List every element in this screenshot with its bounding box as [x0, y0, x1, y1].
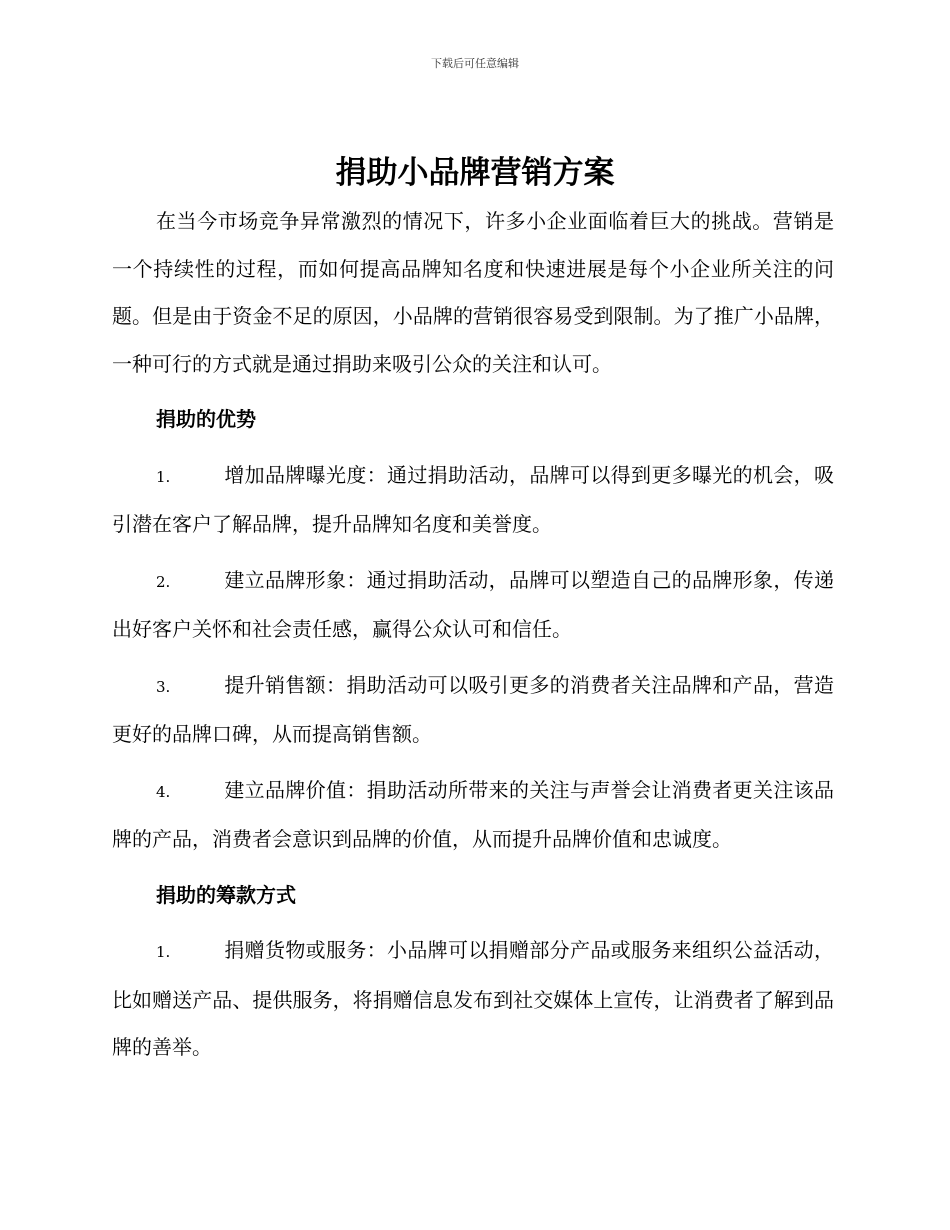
list-item — [112, 927, 834, 1072]
list-item-number: 4. — [156, 782, 171, 801]
list-item-number: 3. — [156, 677, 171, 696]
document-body — [112, 198, 834, 1072]
list-item — [112, 767, 834, 864]
list-item-number: 1. — [156, 943, 171, 961]
list-item — [112, 662, 834, 759]
document-title: 捐助小品牌营销方案 — [335, 155, 615, 191]
list-item — [112, 452, 834, 549]
list-item — [112, 557, 834, 654]
list-item-text: 建立品牌价值：捐助活动所带来的关注与声誉会让消费者更关注该品牌的产品，消费者会意识到品牌的价值，从而提升品牌价值和忠诚度。 — [112, 777, 834, 851]
list-item-text: 捐赠货物或服务：小品牌可以捐赠部分产品或服务来组织公益活动，比如赠送产品、提供服务，将捐赠信息发布到社交媒体上宣传，让消费者了解到品牌的善举。 — [112, 938, 834, 1059]
list-item-number: 1. — [156, 467, 171, 486]
section-heading-advantages: 捐助的优势 — [156, 407, 256, 431]
list-item-number: 2. — [156, 572, 171, 591]
intro-paragraph: 在当今市场竞争异常激烈的情况下，许多小企业面临着巨大的挑战。营销是一个持续性的过程，而如何提高品牌知名度和快速进展是每个小企业所关注的问题。但是由于资金不足的原因，小品牌的营销很容易受到限制。为了推广小品牌，一种可行的方式就是通过捐助来吸引公众的关注和认可。 — [112, 209, 834, 376]
list-item-text: 建立品牌形象：通过捐助活动，品牌可以塑造自己的品牌形象，传递出好客户关怀和社会责任感，赢得公众认可和信任。 — [112, 567, 834, 641]
section-heading-fundraising: 捐助的筹款方式 — [156, 882, 296, 907]
header-note: 下载后可任意编辑 — [431, 57, 519, 70]
list-item-text: 提升销售额：捐助活动可以吸引更多的消费者关注品牌和产品，营造更好的品牌口碑，从而提高销售额。 — [112, 672, 834, 746]
list-item-text: 增加品牌曝光度：通过捐助活动，品牌可以得到更多曝光的机会，吸引潜在客户了解品牌，提升品牌知名度和美誉度。 — [112, 462, 834, 536]
